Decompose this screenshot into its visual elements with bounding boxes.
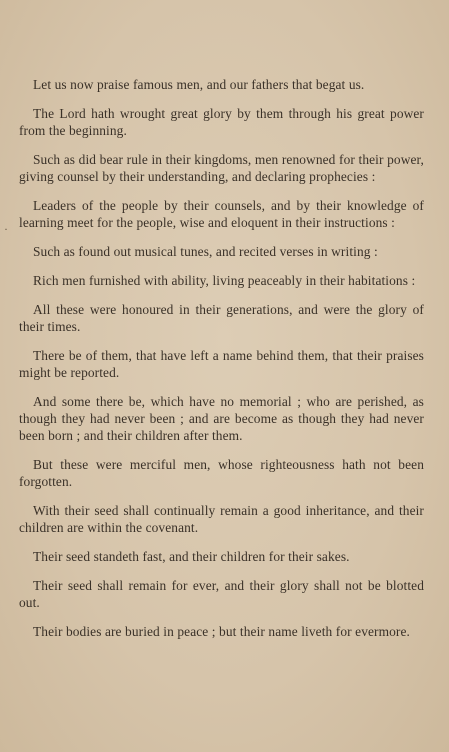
verse-12: Their seed standeth fast, and their children for their sakes. [33, 549, 350, 564]
verse-14: Their bodies are buried in peace ; but their name liveth for evermore. [33, 624, 410, 639]
verse-4: Leaders of the people by their counsels, and by their knowledge of learning meet for the people, wise and eloquent in their instructions : [19, 198, 424, 230]
verse-3: Such as did bear rule in their kingdoms, men renowned for their power, giving counsel by their understanding, and declaring prophecies : [19, 152, 424, 184]
verse-13: Their seed shall remain for ever, and their glory shall not be blotted out. [19, 578, 424, 610]
verse-5: Such as found out musical tunes, and recited verses in writing : [33, 244, 378, 259]
verse-2: The Lord hath wrought great glory by them through his great power from the beginning. [19, 106, 424, 138]
verse-6: Rich men furnished with ability, living peaceably in their habitations : [33, 273, 416, 288]
verse-8: There be of them, that have left a name behind them, that their praises might be reported. [19, 348, 424, 380]
verse-1: Let us now praise famous men, and our fathers that begat us. [33, 77, 365, 92]
verse-text-block [19, 76, 424, 652]
verse-7: All these were honoured in their generations, and were the glory of their times. [19, 302, 424, 334]
margin-mark: · [4, 222, 8, 236]
verse-10: But these were merciful men, whose righteousness hath not been forgotten. [19, 457, 424, 489]
verse-11: With their seed shall continually remain a good inheritance, and their children are within the covenant. [19, 503, 424, 535]
verse-9: And some there be, which have no memorial ; who are perished, as though they had never been ; and are become as though they had never been born ; and their children after them. [19, 394, 424, 443]
